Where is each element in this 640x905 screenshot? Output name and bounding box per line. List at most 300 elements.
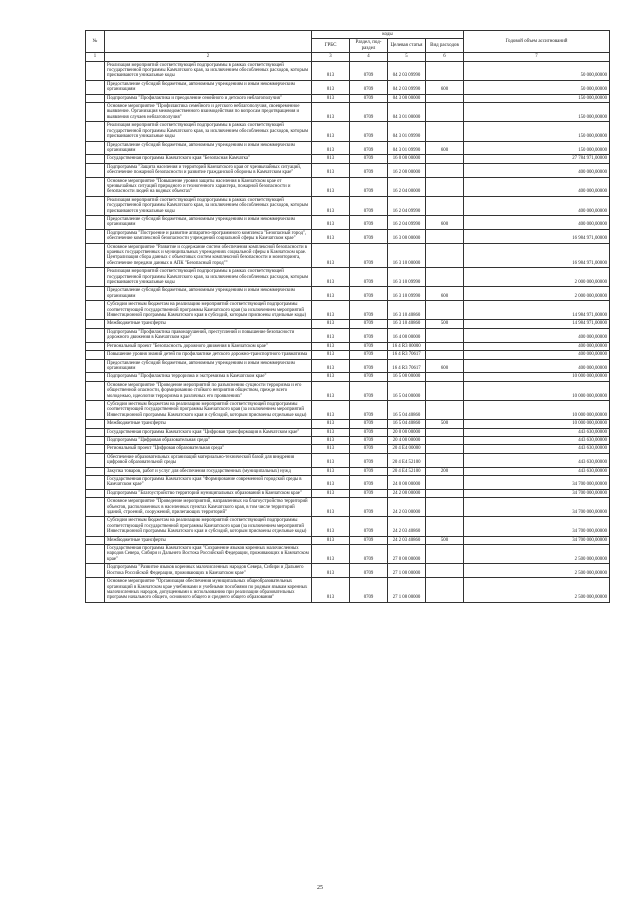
row-grbs-code: 813 bbox=[312, 122, 350, 141]
row-grbs-code: 813 bbox=[312, 342, 350, 350]
row-number bbox=[86, 177, 105, 196]
row-amount: 400 000,00000 bbox=[464, 351, 610, 359]
row-target-article: 24 0 00 00000 bbox=[388, 476, 426, 490]
row-razdel-code: 0709 bbox=[350, 578, 388, 603]
row-name: Реализация мероприятий соответствующей подпрограммы в рамках соответствующей государственной программы Камчатского края, за исключением обособленных расходов, которым присваиваются уникальные коды bbox=[105, 196, 312, 215]
row-expense-type bbox=[426, 351, 464, 359]
table-row bbox=[86, 453, 610, 467]
row-razdel-code: 0709 bbox=[350, 467, 388, 475]
row-razdel-code: 0709 bbox=[350, 453, 388, 467]
table-row bbox=[86, 373, 610, 381]
row-razdel-code: 0709 bbox=[350, 489, 388, 497]
table-row bbox=[86, 243, 610, 268]
row-target-article: 20 4 00 00000 bbox=[388, 436, 426, 444]
table-row bbox=[86, 163, 610, 177]
table-row bbox=[86, 564, 610, 578]
col-number: 3 bbox=[312, 53, 350, 61]
table-row bbox=[86, 489, 610, 497]
header-amount: Годовой объем ассигнований bbox=[464, 31, 610, 53]
table-row bbox=[86, 381, 610, 400]
row-target-article: 16 3 10 40860 bbox=[388, 301, 426, 320]
row-razdel-code: 0709 bbox=[350, 381, 388, 400]
header-no: № bbox=[86, 31, 105, 53]
row-razdel-code: 0709 bbox=[350, 476, 388, 490]
row-name: Государственная программа Камчатского края "Безопасная Камчатка" bbox=[105, 155, 312, 163]
row-name: Предоставление субсидий бюджетным, автономным учреждениям и иным некоммерческим организациям bbox=[105, 80, 312, 94]
row-amount: 10 000 000,00000 bbox=[464, 400, 610, 419]
row-grbs-code: 813 bbox=[312, 453, 350, 467]
table-row bbox=[86, 268, 610, 287]
row-number bbox=[86, 243, 105, 268]
row-razdel-code: 0709 bbox=[350, 80, 388, 94]
row-target-article: 27 1 08 00000 bbox=[388, 578, 426, 603]
row-amount: 400 000,00000 bbox=[464, 196, 610, 215]
row-expense-type bbox=[426, 196, 464, 215]
row-expense-type bbox=[426, 155, 464, 163]
row-razdel-code: 0709 bbox=[350, 498, 388, 517]
row-target-article: 16 4 R3 70617 bbox=[388, 351, 426, 359]
row-name: Субсидии местным бюджетам на реализацию мероприятий соответствующей подпрограммы соответствующей государственной программы Камчатского края (за исключением мероприятий Инвестиционной программы Камчатского края в субсидий, которым присвоены отдельные коды) bbox=[105, 301, 312, 320]
row-razdel-code: 0709 bbox=[350, 445, 388, 453]
row-razdel-code: 0709 bbox=[350, 564, 388, 578]
row-target-article: 04 2 03 09990 bbox=[388, 61, 426, 80]
row-expense-type bbox=[426, 428, 464, 436]
row-razdel-code: 0709 bbox=[350, 420, 388, 428]
table-row bbox=[86, 359, 610, 373]
row-expense-type bbox=[426, 476, 464, 490]
row-amount: 10 000 000,00000 bbox=[464, 373, 610, 381]
row-grbs-code: 813 bbox=[312, 381, 350, 400]
row-grbs-code: 813 bbox=[312, 320, 350, 328]
row-number bbox=[86, 196, 105, 215]
row-razdel-code: 0709 bbox=[350, 545, 388, 564]
row-grbs-code: 813 bbox=[312, 436, 350, 444]
row-grbs-code: 813 bbox=[312, 420, 350, 428]
row-target-article: 20 0 00 00000 bbox=[388, 428, 426, 436]
row-amount: 443 630,00000 bbox=[464, 467, 610, 475]
table-row bbox=[86, 215, 610, 229]
row-amount: 10 000 000,00000 bbox=[464, 381, 610, 400]
row-expense-type bbox=[426, 301, 464, 320]
row-razdel-code: 0709 bbox=[350, 177, 388, 196]
row-expense-type bbox=[426, 436, 464, 444]
row-grbs-code: 813 bbox=[312, 243, 350, 268]
row-target-article: 16 2 04 09990 bbox=[388, 215, 426, 229]
row-target-article: 04 3 01 09990 bbox=[388, 141, 426, 155]
row-razdel-code: 0709 bbox=[350, 287, 388, 301]
row-name: Основное мероприятие "Повышение уровня защиты населения в Камчатском крае от чрезвычайных ситуаций природного и техногенного характера, пожарной безопасности и безопасности людей на водных объектах" bbox=[105, 177, 312, 196]
header-codes: коды bbox=[312, 31, 464, 39]
row-grbs-code: 813 bbox=[312, 517, 350, 536]
row-name: Реализация мероприятий соответствующей подпрограммы в рамках соответствующей государственной программы Камчатского края, за исключением обособленных расходов, которым присваиваются уникальные коды bbox=[105, 268, 312, 287]
row-target-article: 16 3 10 09990 bbox=[388, 268, 426, 287]
row-grbs-code: 813 bbox=[312, 564, 350, 578]
row-razdel-code: 0709 bbox=[350, 328, 388, 342]
row-razdel-code: 0709 bbox=[350, 428, 388, 436]
table-row bbox=[86, 342, 610, 350]
row-grbs-code: 813 bbox=[312, 445, 350, 453]
row-expense-type bbox=[426, 122, 464, 141]
row-expense-type bbox=[426, 229, 464, 243]
row-razdel-code: 0709 bbox=[350, 243, 388, 268]
table-row bbox=[86, 420, 610, 428]
row-razdel-code: 0709 bbox=[350, 301, 388, 320]
row-target-article: 16 5 04 00000 bbox=[388, 381, 426, 400]
row-amount: 443 630,00000 bbox=[464, 453, 610, 467]
row-name: Предоставление субсидий бюджетным, автономным учреждениям и иным некоммерческим организациям bbox=[105, 141, 312, 155]
row-grbs-code: 813 bbox=[312, 373, 350, 381]
table-row bbox=[86, 400, 610, 419]
row-number bbox=[86, 122, 105, 141]
row-grbs-code: 813 bbox=[312, 287, 350, 301]
table-row bbox=[86, 320, 610, 328]
row-amount: 400 000,00000 bbox=[464, 163, 610, 177]
row-expense-type bbox=[426, 342, 464, 350]
row-grbs-code: 813 bbox=[312, 489, 350, 497]
table-row bbox=[86, 103, 610, 122]
row-number bbox=[86, 351, 105, 359]
row-name: Основное мероприятие "Профилактика семейного и детского неблагополучия, своевременное выявление. Организация межведомственного взаимодействия по вопросам предотвращения и выявления случаев неблагополучия" bbox=[105, 103, 312, 122]
row-name: Межбюджетные трансферты bbox=[105, 536, 312, 544]
row-number bbox=[86, 420, 105, 428]
row-grbs-code: 813 bbox=[312, 328, 350, 342]
row-number bbox=[86, 453, 105, 467]
row-expense-type: 600 bbox=[426, 287, 464, 301]
row-amount: 443 630,00000 bbox=[464, 436, 610, 444]
row-number bbox=[86, 359, 105, 373]
row-number bbox=[86, 320, 105, 328]
row-amount: 443 630,00000 bbox=[464, 445, 610, 453]
col-number: 2 bbox=[105, 53, 312, 61]
row-razdel-code: 0709 bbox=[350, 155, 388, 163]
row-number bbox=[86, 489, 105, 497]
row-amount: 400 000,00000 bbox=[464, 359, 610, 373]
row-amount: 14 984 971,00000 bbox=[464, 301, 610, 320]
row-target-article: 04 3 00 00000 bbox=[388, 94, 426, 102]
row-amount: 2 000 000,00000 bbox=[464, 287, 610, 301]
row-number bbox=[86, 103, 105, 122]
row-expense-type bbox=[426, 61, 464, 80]
row-expense-type bbox=[426, 243, 464, 268]
col-number: 6 bbox=[426, 53, 464, 61]
row-razdel-code: 0709 bbox=[350, 94, 388, 102]
row-name: Региональный проект "Безопасность дорожного движения в Камчатском крае" bbox=[105, 342, 312, 350]
table-row bbox=[86, 545, 610, 564]
page-number: 25 bbox=[317, 885, 323, 891]
table-row bbox=[86, 436, 610, 444]
row-expense-type: 200 bbox=[426, 467, 464, 475]
row-name: Основное мероприятие "Проведение мероприятий, направленных на благоустройство территорий объектов, расположенных в населенных пунктах Камчатского края, в том числе территорий зданий, строений, сооружений, прилегающих территорий" bbox=[105, 498, 312, 517]
row-number bbox=[86, 564, 105, 578]
row-number bbox=[86, 301, 105, 320]
row-name: Предоставление субсидий бюджетным, автономным учреждениям и иным некоммерческим организациям bbox=[105, 215, 312, 229]
row-name: Региональный проект "Цифровая образовательная среда" bbox=[105, 445, 312, 453]
row-razdel-code: 0709 bbox=[350, 163, 388, 177]
header-name bbox=[105, 31, 312, 53]
row-name: Государственная программа Камчатского края "Сохранение языков коренных малочисленных народов Севера, Сибири и Дальнего Востока Российской Федерации, проживающих в Камчатском крае" bbox=[105, 545, 312, 564]
row-target-article: 16 4 R3 70617 bbox=[388, 359, 426, 373]
row-number bbox=[86, 141, 105, 155]
row-number bbox=[86, 80, 105, 94]
table-row bbox=[86, 155, 610, 163]
row-name: Межбюджетные трансферты bbox=[105, 420, 312, 428]
row-razdel-code: 0709 bbox=[350, 320, 388, 328]
row-grbs-code: 813 bbox=[312, 400, 350, 419]
row-expense-type bbox=[426, 489, 464, 497]
table-row bbox=[86, 177, 610, 196]
row-name: Закупка товаров, работ и услуг для обеспечения государственных (муниципальных) нужд bbox=[105, 467, 312, 475]
row-amount: 34 700 000,00000 bbox=[464, 517, 610, 536]
row-expense-type: 600 bbox=[426, 215, 464, 229]
row-amount: 2 500 000,00000 bbox=[464, 564, 610, 578]
row-expense-type bbox=[426, 545, 464, 564]
row-expense-type bbox=[426, 381, 464, 400]
row-expense-type bbox=[426, 517, 464, 536]
row-number bbox=[86, 268, 105, 287]
row-razdel-code: 0709 bbox=[350, 342, 388, 350]
table-row bbox=[86, 445, 610, 453]
row-target-article: 24 2 03 40860 bbox=[388, 517, 426, 536]
row-number bbox=[86, 215, 105, 229]
row-razdel-code: 0709 bbox=[350, 141, 388, 155]
row-name: Межбюджетные трансферты bbox=[105, 320, 312, 328]
header-vr: Вид расходов bbox=[426, 39, 464, 53]
row-number bbox=[86, 536, 105, 544]
row-expense-type bbox=[426, 564, 464, 578]
row-amount: 400 000,00000 bbox=[464, 215, 610, 229]
row-name: Подпрограмма "Развитие языков коренных малочисленных народов Севера, Сибири и Дальнего Востока Российской Федерации, проживающих в Камчатском крае" bbox=[105, 564, 312, 578]
row-number bbox=[86, 517, 105, 536]
row-amount: 50 000,00000 bbox=[464, 61, 610, 80]
row-expense-type: 500 bbox=[426, 420, 464, 428]
row-expense-type bbox=[426, 177, 464, 196]
row-amount: 10 000 000,00000 bbox=[464, 420, 610, 428]
table-row bbox=[86, 328, 610, 342]
header-cs: Целевая статья bbox=[388, 39, 426, 53]
row-amount: 34 700 000,00000 bbox=[464, 476, 610, 490]
row-name: Основное мероприятие "Развитие и содержание систем обеспечения комплексной безопасности в краевых государственных и муниципальных учреждениях социальной сферы в Камчатском крае. Централизация сбора данных с объектовых систем комплексной безопасности и мониторинга, обеспечение передачи данных в АПК "Безопасный город"" bbox=[105, 243, 312, 268]
row-grbs-code: 813 bbox=[312, 467, 350, 475]
row-razdel-code: 0709 bbox=[350, 373, 388, 381]
row-number bbox=[86, 229, 105, 243]
row-grbs-code: 813 bbox=[312, 268, 350, 287]
row-amount: 16 984 971,00000 bbox=[464, 243, 610, 268]
row-amount: 16 984 971,00000 bbox=[464, 229, 610, 243]
row-name: Государственная программа Камчатского края "Цифровая трансформация в Камчатском крае" bbox=[105, 428, 312, 436]
row-name: Подпрограмма "Защита населения и территорий Камчатского края от чрезвычайных ситуаций, обеспечение пожарной безопасности и развитие гражданской обороны в Камчатском крае" bbox=[105, 163, 312, 177]
row-target-article: 04 2 03 09990 bbox=[388, 80, 426, 94]
row-target-article: 24 2 03 40860 bbox=[388, 536, 426, 544]
row-number bbox=[86, 342, 105, 350]
table-row bbox=[86, 467, 610, 475]
header-number-row bbox=[86, 53, 610, 61]
row-grbs-code: 813 bbox=[312, 155, 350, 163]
table-row bbox=[86, 301, 610, 320]
row-amount: 27 784 971,00000 bbox=[464, 155, 610, 163]
row-target-article: 20 4 E4 52100 bbox=[388, 467, 426, 475]
row-grbs-code: 813 bbox=[312, 80, 350, 94]
row-grbs-code: 813 bbox=[312, 578, 350, 603]
table-row bbox=[86, 80, 610, 94]
row-number bbox=[86, 545, 105, 564]
row-target-article: 16 3 10 40860 bbox=[388, 320, 426, 328]
row-name: Основное мероприятие "Проведение мероприятий по разъяснению сущности терроризма и его общественной опасности, формированию стойкого неприятия обществом, прежде всего молодежью, идеологии терроризма в различных его проявлениях" bbox=[105, 381, 312, 400]
row-name: Подпрограмма "Построение и развитие аппаратно-программного комплекса "Безопасный город", обеспечение комплексной безопасности учреждений социальной сферы в Камчатском крае" bbox=[105, 229, 312, 243]
table-row bbox=[86, 517, 610, 536]
row-razdel-code: 0709 bbox=[350, 268, 388, 287]
row-grbs-code: 813 bbox=[312, 94, 350, 102]
col-number: 5 bbox=[388, 53, 426, 61]
table-row bbox=[86, 61, 610, 80]
row-target-article: 27 0 00 00000 bbox=[388, 545, 426, 564]
row-target-article: 24 2 03 00000 bbox=[388, 498, 426, 517]
row-target-article: 16 5 04 40860 bbox=[388, 420, 426, 428]
row-amount: 400 000,00000 bbox=[464, 177, 610, 196]
row-name: Подпрограмма "Профилактика правонарушений, преступлений и повышение безопасности дорожного движения в Камчатском крае" bbox=[105, 328, 312, 342]
row-number bbox=[86, 61, 105, 80]
header-row-1 bbox=[86, 31, 610, 39]
table-row bbox=[86, 94, 610, 102]
table-row bbox=[86, 196, 610, 215]
row-amount: 400 000,00000 bbox=[464, 342, 610, 350]
row-target-article: 16 2 04 09990 bbox=[388, 196, 426, 215]
table-row bbox=[86, 498, 610, 517]
row-razdel-code: 0709 bbox=[350, 122, 388, 141]
row-amount: 150 000,00000 bbox=[464, 103, 610, 122]
row-name: Субсидии местным бюджетам на реализацию мероприятий соответствующей подпрограммы соответствующей государственной программы Камчатского края (за исключением мероприятий Инвестиционной программы Камчатского края и субсидий, которым присвоены отдельные коды) bbox=[105, 517, 312, 536]
row-name: Подпрограмма "Цифровая образовательная среда" bbox=[105, 436, 312, 444]
row-number bbox=[86, 328, 105, 342]
row-razdel-code: 0709 bbox=[350, 61, 388, 80]
row-name: Повышение уровня знаний детей по профилактике детского дорожно-транспортного травматизма bbox=[105, 351, 312, 359]
row-grbs-code: 813 bbox=[312, 163, 350, 177]
row-target-article: 16 2 04 00000 bbox=[388, 177, 426, 196]
row-amount: 400 000,00000 bbox=[464, 328, 610, 342]
header-razdel: Раздел, под-раздел bbox=[350, 39, 388, 53]
row-amount: 150 000,00000 bbox=[464, 122, 610, 141]
row-name: Реализация мероприятий соответствующей подпрограммы в рамках соответствующей государственной программы Камчатского края, за исключением обособленных расходов, которым присваиваются уникальные коды bbox=[105, 61, 312, 80]
row-expense-type bbox=[426, 445, 464, 453]
row-target-article: 16 3 10 00000 bbox=[388, 243, 426, 268]
row-number bbox=[86, 94, 105, 102]
row-expense-type bbox=[426, 498, 464, 517]
row-name: Основное мероприятие "Организация обеспечения муниципальных общеобразовательных организаций в Камчатском крае учебниками и учебными пособиями по родным языкам коренных малочисленных народов, допущенными к использованию при реализации образовательных программ начального общего, основного общего и среднего общего образования" bbox=[105, 578, 312, 603]
row-razdel-code: 0709 bbox=[350, 536, 388, 544]
row-number bbox=[86, 445, 105, 453]
row-number bbox=[86, 476, 105, 490]
row-name: Субсидии местным бюджетам на реализацию мероприятий соответствующей подпрограммы соответствующей государственной программы Камчатского края (за исключением мероприятий Инвестиционной программы Камчатского края и субсидий, которым присвоены отдельные коды) bbox=[105, 400, 312, 419]
row-grbs-code: 813 bbox=[312, 498, 350, 517]
row-expense-type bbox=[426, 453, 464, 467]
row-amount: 443 630,00000 bbox=[464, 428, 610, 436]
row-target-article: 27 1 00 00000 bbox=[388, 564, 426, 578]
row-number bbox=[86, 381, 105, 400]
row-number bbox=[86, 436, 105, 444]
row-target-article: 04 3 01 09990 bbox=[388, 122, 426, 141]
row-amount: 34 700 000,00000 bbox=[464, 536, 610, 544]
row-grbs-code: 813 bbox=[312, 301, 350, 320]
col-number: 4 bbox=[350, 53, 388, 61]
row-number bbox=[86, 428, 105, 436]
row-number bbox=[86, 155, 105, 163]
table-row bbox=[86, 229, 610, 243]
table-row bbox=[86, 287, 610, 301]
row-target-article: 16 5 04 40860 bbox=[388, 400, 426, 419]
row-razdel-code: 0709 bbox=[350, 229, 388, 243]
table-row bbox=[86, 428, 610, 436]
row-grbs-code: 813 bbox=[312, 141, 350, 155]
row-expense-type: 500 bbox=[426, 536, 464, 544]
table-row bbox=[86, 351, 610, 359]
table-row bbox=[86, 476, 610, 490]
row-target-article: 16 3 00 00000 bbox=[388, 229, 426, 243]
row-number bbox=[86, 498, 105, 517]
col-number: 7 bbox=[464, 53, 610, 61]
row-expense-type bbox=[426, 163, 464, 177]
row-expense-type: 600 bbox=[426, 141, 464, 155]
row-amount: 34 700 000,00000 bbox=[464, 498, 610, 517]
row-grbs-code: 813 bbox=[312, 177, 350, 196]
row-name: Подпрограмма "Профилактика и преодоление семейного и детского неблагополучия" bbox=[105, 94, 312, 102]
row-target-article: 16 2 00 00000 bbox=[388, 163, 426, 177]
row-number bbox=[86, 373, 105, 381]
row-expense-type: 500 bbox=[426, 320, 464, 328]
row-razdel-code: 0709 bbox=[350, 196, 388, 215]
row-target-article: 16 0 00 00000 bbox=[388, 155, 426, 163]
row-razdel-code: 0709 bbox=[350, 359, 388, 373]
row-amount: 150 000,00000 bbox=[464, 94, 610, 102]
row-grbs-code: 813 bbox=[312, 215, 350, 229]
row-target-article: 16 5 00 00000 bbox=[388, 373, 426, 381]
row-name: Реализация мероприятий соответствующей подпрограммы в рамках соответствующей государственной программы Камчатского края, за исключением обособленных расходов, которым присваиваются уникальные коды bbox=[105, 122, 312, 141]
row-number bbox=[86, 400, 105, 419]
row-name: Обеспечение образовательных организаций материально-технической базой для внедрения цифровой образовательной среды bbox=[105, 453, 312, 467]
row-expense-type bbox=[426, 578, 464, 603]
budget-sheet bbox=[85, 30, 610, 603]
row-target-article: 20 4 E4 00000 bbox=[388, 445, 426, 453]
row-grbs-code: 813 bbox=[312, 351, 350, 359]
row-name: Государственная программа Камчатского края "Формирование современной городской среды в Камчатском крае" bbox=[105, 476, 312, 490]
row-name: Предоставление субсидий бюджетным, автономным учреждениям и иным некоммерческим организациям bbox=[105, 359, 312, 373]
row-grbs-code: 813 bbox=[312, 536, 350, 544]
row-grbs-code: 813 bbox=[312, 61, 350, 80]
row-target-article: 24 2 00 00000 bbox=[388, 489, 426, 497]
row-grbs-code: 813 bbox=[312, 103, 350, 122]
row-grbs-code: 813 bbox=[312, 428, 350, 436]
header-grbs: ГРБС bbox=[312, 39, 350, 53]
row-grbs-code: 813 bbox=[312, 476, 350, 490]
row-razdel-code: 0709 bbox=[350, 517, 388, 536]
row-number bbox=[86, 578, 105, 603]
row-expense-type bbox=[426, 400, 464, 419]
row-name: Предоставление субсидий бюджетным, автономным учреждениям и иным некоммерческим организациям bbox=[105, 287, 312, 301]
row-amount: 34 700 000,00000 bbox=[464, 489, 610, 497]
row-grbs-code: 813 bbox=[312, 229, 350, 243]
row-amount: 2 500 000,00000 bbox=[464, 578, 610, 603]
row-target-article: 16 3 10 09990 bbox=[388, 287, 426, 301]
row-razdel-code: 0709 bbox=[350, 400, 388, 419]
table-row bbox=[86, 122, 610, 141]
row-grbs-code: 813 bbox=[312, 196, 350, 215]
row-expense-type bbox=[426, 268, 464, 287]
row-razdel-code: 0709 bbox=[350, 436, 388, 444]
row-number bbox=[86, 287, 105, 301]
row-grbs-code: 813 bbox=[312, 359, 350, 373]
row-expense-type: 600 bbox=[426, 80, 464, 94]
row-amount: 150 000,00000 bbox=[464, 141, 610, 155]
row-amount: 50 000,00000 bbox=[464, 80, 610, 94]
row-expense-type bbox=[426, 373, 464, 381]
